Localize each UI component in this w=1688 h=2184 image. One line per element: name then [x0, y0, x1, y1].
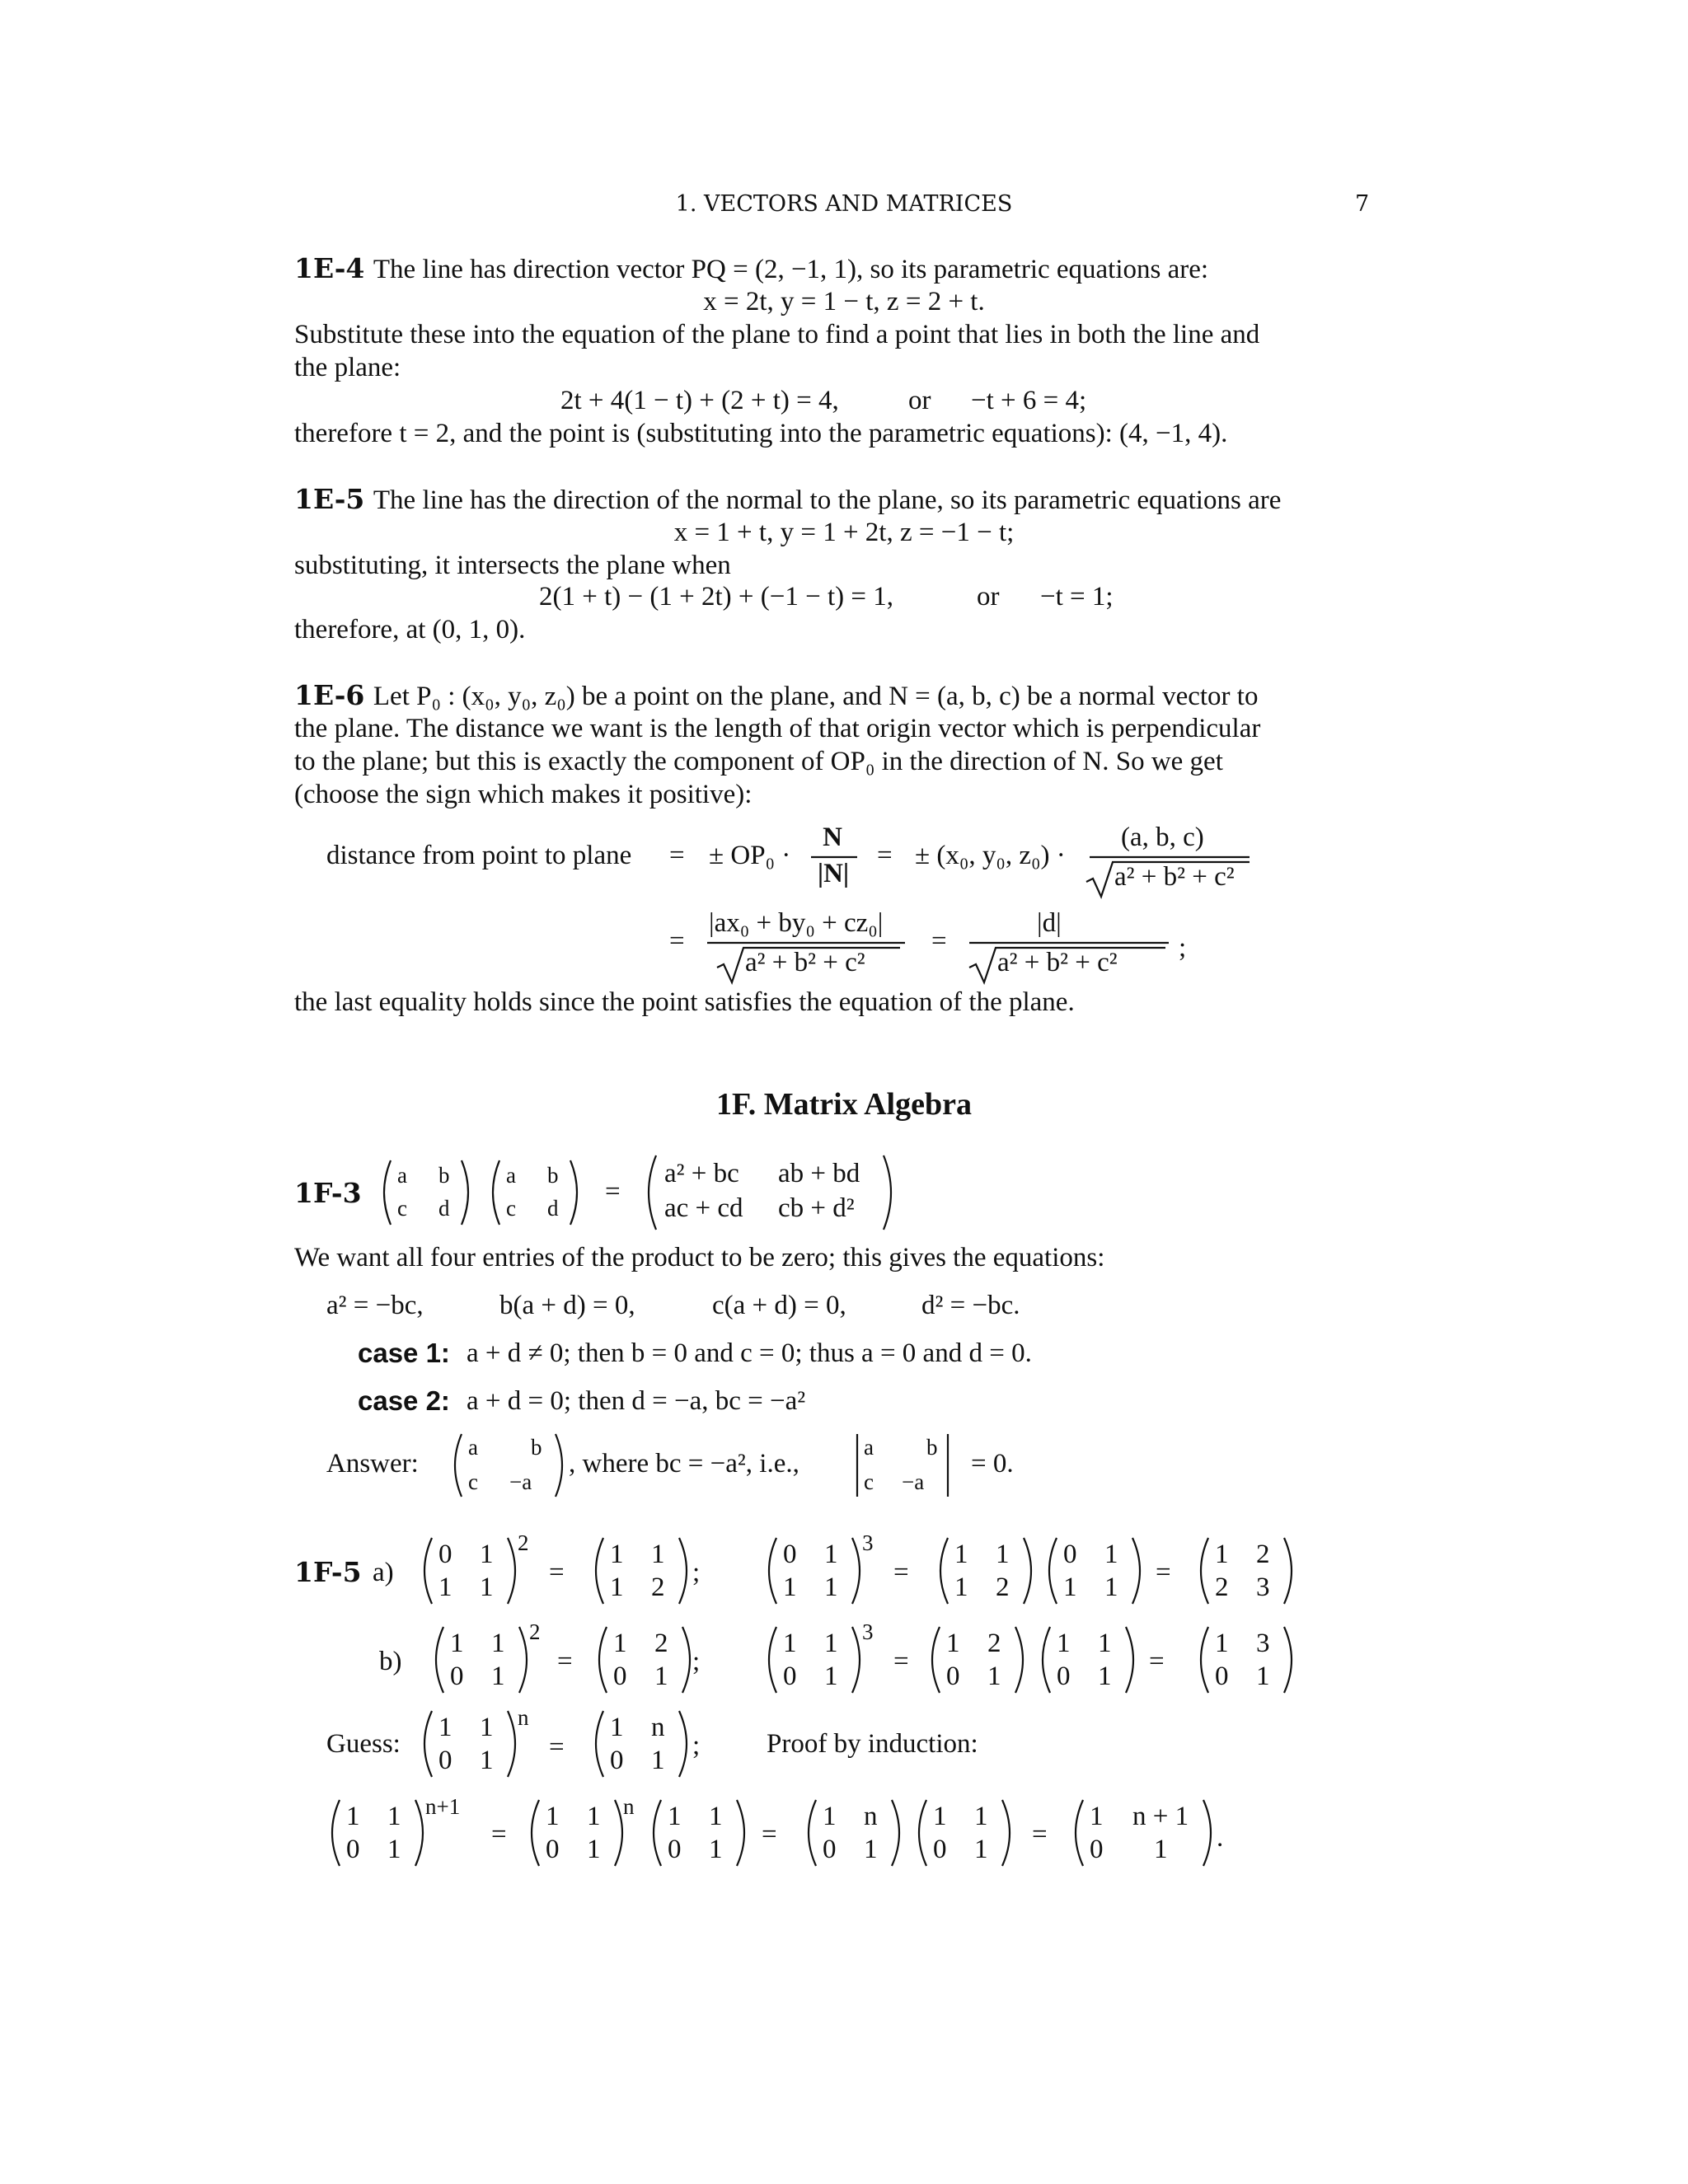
- equals-sign: =: [762, 1820, 777, 1849]
- exponent: 2: [529, 1619, 541, 1644]
- matrix-entry: 1: [480, 1572, 494, 1602]
- semicolon: ;: [1179, 933, 1187, 963]
- matrix-entry: 1: [651, 1540, 665, 1569]
- case-label: case 2:: [358, 1385, 450, 1416]
- matrix-entry: 0: [946, 1661, 960, 1691]
- matrix-paren: [737, 1800, 744, 1866]
- matrix-entry: 1: [587, 1835, 601, 1864]
- equals-sign: =: [931, 926, 947, 956]
- matrix-entry: c: [468, 1469, 478, 1494]
- problem-label: 1E-4: [294, 252, 365, 284]
- equation: c(a + d) = 0,: [712, 1291, 846, 1320]
- matrix-paren: [932, 1627, 940, 1693]
- matrix-paren: [596, 1538, 603, 1604]
- matrix-entry: a: [468, 1435, 478, 1460]
- matrix-paren: [1132, 1538, 1140, 1604]
- matrix-entry: b: [547, 1163, 559, 1188]
- matrix-entry: 0: [1057, 1661, 1071, 1691]
- text-line: therefore t = 2, and the point is (substituting into the parametric equations): (4, −1, 4).: [294, 419, 1228, 448]
- case-label: case 1:: [358, 1338, 450, 1368]
- matrix-entry: 1: [824, 1540, 838, 1569]
- problem-label: 1F-5: [294, 1556, 362, 1588]
- matrix-entry: 1: [587, 1802, 601, 1831]
- exponent: n+1: [425, 1794, 461, 1819]
- problem-label: 1F-3: [294, 1177, 362, 1209]
- frac-denominator: |N|: [817, 859, 850, 888]
- matrix-entry: 0: [438, 1540, 452, 1569]
- matrix-paren: [852, 1538, 860, 1604]
- parametric-eq: x = 2t, y = 1 − t, z = 2 + t.: [703, 287, 985, 316]
- matrix-entry: 1: [709, 1802, 723, 1831]
- matrix-entry: 1: [651, 1746, 665, 1775]
- matrix-paren: [332, 1800, 340, 1866]
- matrix-entry: 2: [996, 1572, 1010, 1602]
- matrix-paren: [462, 1160, 468, 1225]
- sqrt-sign: [969, 948, 1165, 982]
- part-label: b): [379, 1647, 402, 1676]
- equals-sign: =: [605, 1177, 621, 1207]
- equation-or: or: [977, 582, 1000, 612]
- sqrt-sign: [717, 948, 900, 982]
- matrix-entry: 0: [933, 1835, 947, 1864]
- matrix-entry: a: [397, 1163, 407, 1188]
- matrix-entry: 2: [651, 1572, 665, 1602]
- matrix-entry: 0: [346, 1835, 360, 1864]
- matrix-paren: [596, 1711, 603, 1777]
- matrix-paren: [679, 1711, 687, 1777]
- equation: 2(1 + t) − (1 + 2t) + (−1 − t) = 1,: [539, 582, 893, 612]
- matrix-entry: 0: [1090, 1835, 1104, 1864]
- matrix-entry: 0: [668, 1835, 682, 1864]
- determinant-entry: c: [864, 1469, 874, 1494]
- matrix-entry: 1: [783, 1572, 797, 1602]
- matrix-entry: 0: [438, 1746, 452, 1775]
- equation: 2t + 4(1 − t) + (2 + t) = 4,: [560, 386, 839, 415]
- sqrt-radicand: a² + b² + c²: [745, 948, 865, 977]
- semicolon: ;: [692, 1647, 701, 1676]
- equals-sign: =: [491, 1820, 507, 1849]
- matrix-entry: 0: [783, 1661, 797, 1691]
- formula-term: ± OP₀ ·: [709, 841, 791, 870]
- matrix-entry: 1: [610, 1540, 624, 1569]
- matrix-entry: a: [506, 1163, 516, 1188]
- matrix-entry: 1: [491, 1629, 505, 1658]
- matrix-paren: [415, 1800, 423, 1866]
- matrix-entry: 1: [783, 1629, 797, 1658]
- equals-sign: =: [1149, 1647, 1165, 1676]
- matrix-entry: c: [397, 1196, 407, 1221]
- exponent: 3: [862, 1530, 874, 1555]
- matrix-paren: [556, 1434, 562, 1497]
- formula-label: distance from point to plane: [326, 841, 632, 870]
- exponent: 2: [518, 1530, 529, 1555]
- matrix-paren: [649, 1155, 656, 1230]
- matrix-entry: cb + d²: [778, 1193, 855, 1223]
- equation: −t + 6 = 4;: [971, 386, 1087, 415]
- matrix-entry: 1: [1063, 1572, 1077, 1602]
- text-line: to the plane; but this is exactly the component of OP₀ in the direction of N. So we get: [294, 747, 1223, 776]
- matrix-paren: [919, 1800, 926, 1866]
- frac-numerator: |ax₀ + by₀ + cz₀|: [709, 908, 884, 938]
- matrix-entry: 1: [864, 1835, 878, 1864]
- matrix-entry: 3: [1256, 1629, 1270, 1658]
- matrix-paren: [599, 1627, 607, 1693]
- matrix-entry: 3: [1256, 1572, 1270, 1602]
- matrix-entry: 1: [613, 1629, 627, 1658]
- matrix-entry: 2: [654, 1629, 668, 1658]
- formula-term: ± (x₀, y₀, z₀) ·: [915, 841, 1066, 870]
- part-label: a): [373, 1558, 394, 1587]
- problem-label: 1E-6: [294, 679, 365, 711]
- text-line: therefore, at (0, 1, 0).: [294, 615, 526, 644]
- matrix-paren: [1203, 1800, 1211, 1866]
- equals-sign: =: [1156, 1558, 1171, 1587]
- matrix-entry: 1: [1256, 1661, 1270, 1691]
- case-text: a + d = 0; then d = −a, bc = −a²: [467, 1386, 806, 1416]
- matrix-paren: [682, 1627, 690, 1693]
- matrix-paren: [1201, 1627, 1208, 1693]
- matrix-entry: 0: [1063, 1540, 1077, 1569]
- matrix-entry: n: [864, 1802, 878, 1831]
- equation: d² = −bc.: [921, 1291, 1020, 1320]
- matrix-entry: 1: [610, 1713, 624, 1742]
- matrix-entry: 1: [954, 1540, 968, 1569]
- matrix-paren: [424, 1711, 432, 1777]
- text-line: the plane. The distance we want is the length of that origin vector which is perpendicular: [294, 714, 1261, 743]
- matrix-entry: 1: [1154, 1835, 1168, 1864]
- equation-or: or: [908, 386, 931, 415]
- matrix-entry: 1: [974, 1835, 988, 1864]
- matrix-paren: [519, 1627, 527, 1693]
- matrix-entry: 1: [480, 1540, 494, 1569]
- equals-sign: =: [1032, 1820, 1048, 1849]
- matrix-entry: 1: [823, 1802, 837, 1831]
- matrix-paren: [809, 1800, 816, 1866]
- matrix-entry: 1: [1104, 1540, 1118, 1569]
- sqrt-sign: [1086, 862, 1250, 897]
- matrix-paren: [679, 1538, 687, 1604]
- matrix-paren: [1076, 1800, 1083, 1866]
- matrix-entry: 0: [450, 1661, 464, 1691]
- matrix-paren: [1043, 1627, 1050, 1693]
- equals-sign: =: [549, 1558, 565, 1587]
- text-line: Substitute these into the equation of the plane to find a point that lies in both the line and: [294, 320, 1260, 349]
- matrix-entry: 1: [1104, 1572, 1118, 1602]
- matrix-entry: n: [651, 1713, 665, 1742]
- matrix-paren: [1284, 1538, 1292, 1604]
- text-line: the last equality holds since the point satisfies the equation of the plane.: [294, 987, 1075, 1017]
- matrix-paren: [493, 1160, 499, 1225]
- matrix-entry: b: [438, 1163, 450, 1188]
- matrix-paren: [769, 1627, 776, 1693]
- matrix-entry: 1: [1215, 1629, 1229, 1658]
- matrix-entry: c: [506, 1196, 516, 1221]
- matrix-paren: [384, 1160, 391, 1225]
- semicolon: ;: [692, 1558, 701, 1587]
- matrix-entry: 1: [654, 1661, 668, 1691]
- page-number: 7: [1355, 191, 1370, 217]
- problem-text: The line has the direction of the normal to the plane, so its parametric equations are: [373, 485, 1282, 515]
- problem-text: Let P₀ : (x₀, y₀, z₀) be a point on the plane, and N = (a, b, c) be a normal vector to: [373, 682, 1259, 711]
- semicolon: ;: [692, 1731, 701, 1760]
- matrix-paren: [532, 1800, 539, 1866]
- matrix-paren: [1024, 1538, 1031, 1604]
- matrix-paren: [769, 1538, 776, 1604]
- matrix-entry: 1: [387, 1835, 401, 1864]
- frac-numerator: N: [823, 823, 842, 852]
- problem-text: The line has direction vector PQ = (2, −1, 1), so its parametric equations are:: [373, 255, 1209, 284]
- determinant-entry: a: [864, 1435, 874, 1460]
- matrix-entry: 1: [438, 1713, 452, 1742]
- answer-where: , where bc = −a², i.e.,: [569, 1449, 799, 1479]
- matrix-entry: 1: [946, 1629, 960, 1658]
- matrix-entry: 1: [1057, 1629, 1071, 1658]
- matrix-paren: [455, 1434, 462, 1497]
- matrix-paren: [508, 1538, 515, 1604]
- section-title: 1F. Matrix Algebra: [716, 1087, 972, 1122]
- text-line: substituting, it intersects the plane when: [294, 551, 731, 580]
- equals-sign: =: [549, 1732, 565, 1762]
- parametric-eq: x = 1 + t, y = 1 + 2t, z = −1 − t;: [673, 518, 1015, 547]
- matrix-paren: [1201, 1538, 1208, 1604]
- matrix-entry: 1: [1098, 1629, 1112, 1658]
- matrix-entry: 0: [546, 1835, 560, 1864]
- matrix-entry: n + 1: [1132, 1802, 1189, 1831]
- exponent: n: [518, 1705, 529, 1730]
- matrix-paren: [1015, 1627, 1023, 1693]
- matrix-entry: 1: [491, 1661, 505, 1691]
- determinant-equals: = 0.: [971, 1449, 1014, 1479]
- matrix-entry: 1: [824, 1629, 838, 1658]
- matrix-entry: 1: [1090, 1802, 1104, 1831]
- matrix-paren: [654, 1800, 661, 1866]
- matrix-entry: 0: [783, 1540, 797, 1569]
- matrix-entry: 1: [987, 1661, 1001, 1691]
- period: .: [1217, 1823, 1224, 1853]
- frac-numerator: |d|: [1037, 908, 1062, 938]
- matrix-entry: 1: [438, 1572, 452, 1602]
- matrix-entry: 1: [346, 1802, 360, 1831]
- problem-label: 1E-5: [294, 483, 365, 515]
- matrix-paren: [436, 1627, 443, 1693]
- equals-sign: =: [877, 841, 893, 870]
- equation: a² = −bc,: [326, 1291, 424, 1320]
- case-text: a + d ≠ 0; then b = 0 and c = 0; thus a = 0 and d = 0.: [467, 1338, 1032, 1368]
- matrix-paren: [892, 1800, 899, 1866]
- matrix-entry: 1: [1098, 1661, 1112, 1691]
- matrix-entry: 1: [387, 1802, 401, 1831]
- matrix-entry: 1: [974, 1802, 988, 1831]
- matrix-paren: [884, 1155, 891, 1230]
- matrix-entry: 1: [709, 1835, 723, 1864]
- matrix-paren: [852, 1627, 860, 1693]
- matrix-entry: d: [547, 1196, 559, 1221]
- matrix-entry: 1: [824, 1572, 838, 1602]
- matrix-entry: 1: [450, 1629, 464, 1658]
- answer-label: Answer:: [326, 1449, 419, 1479]
- matrix-entry: ab + bd: [778, 1159, 860, 1188]
- text-line: We want all four entries of the product to be zero; this gives the equations:: [294, 1243, 1105, 1272]
- matrix-entry: 1: [480, 1713, 494, 1742]
- matrix-entry: 1: [996, 1540, 1010, 1569]
- matrix-entry: 1: [480, 1746, 494, 1775]
- equals-sign: =: [669, 841, 685, 870]
- matrix-paren: [615, 1800, 622, 1866]
- matrix-entry: b: [531, 1435, 542, 1460]
- equals-sign: =: [669, 926, 685, 956]
- text-line: the plane:: [294, 353, 401, 382]
- determinant-entry: b: [926, 1435, 938, 1460]
- matrix-entry: 1: [1215, 1540, 1229, 1569]
- exponent: n: [623, 1794, 635, 1819]
- matrix-entry: 0: [1215, 1661, 1229, 1691]
- matrix-entry: 0: [613, 1661, 627, 1691]
- equation: −t = 1;: [1040, 582, 1114, 612]
- matrix-entry: 2: [1215, 1572, 1229, 1602]
- matrix-entry: d: [438, 1196, 450, 1221]
- matrix-entry: a² + bc: [664, 1159, 739, 1188]
- sqrt-radicand: a² + b² + c²: [1114, 862, 1235, 892]
- text-line: (choose the sign which makes it positive):: [294, 780, 753, 809]
- equation: b(a + d) = 0,: [499, 1291, 635, 1320]
- matrix-paren: [1049, 1538, 1057, 1604]
- matrix-entry: 1: [668, 1802, 682, 1831]
- matrix-paren: [508, 1711, 515, 1777]
- matrix-entry: 0: [610, 1746, 624, 1775]
- frac-numerator: (a, b, c): [1121, 823, 1204, 852]
- matrix-entry: 1: [954, 1572, 968, 1602]
- running-header: 1. VECTORS AND MATRICES: [675, 191, 1013, 217]
- matrix-entry: 1: [824, 1661, 838, 1691]
- matrix-entry: 1: [610, 1572, 624, 1602]
- matrix-paren: [424, 1538, 432, 1604]
- matrix-entry: 0: [823, 1835, 837, 1864]
- matrix-entry: 2: [1256, 1540, 1270, 1569]
- matrix-entry: 2: [987, 1629, 1001, 1658]
- proof-label: Proof by induction:: [767, 1729, 978, 1759]
- matrix-paren: [1002, 1800, 1010, 1866]
- equals-sign: =: [893, 1558, 909, 1587]
- guess-label: Guess:: [326, 1729, 401, 1759]
- sqrt-radicand: a² + b² + c²: [997, 948, 1118, 977]
- matrix-entry: 1: [933, 1802, 947, 1831]
- determinant-entry: −a: [902, 1469, 925, 1494]
- matrix-paren: [1284, 1627, 1292, 1693]
- matrix-entry: ac + cd: [664, 1193, 743, 1223]
- matrix-paren: [940, 1538, 948, 1604]
- equals-sign: =: [893, 1647, 909, 1676]
- equals-sign: =: [557, 1647, 573, 1676]
- matrix-entry: 1: [546, 1802, 560, 1831]
- matrix-paren: [1126, 1627, 1133, 1693]
- matrix-paren: [570, 1160, 577, 1225]
- exponent: 3: [862, 1619, 874, 1644]
- matrix-entry: −a: [509, 1469, 532, 1494]
